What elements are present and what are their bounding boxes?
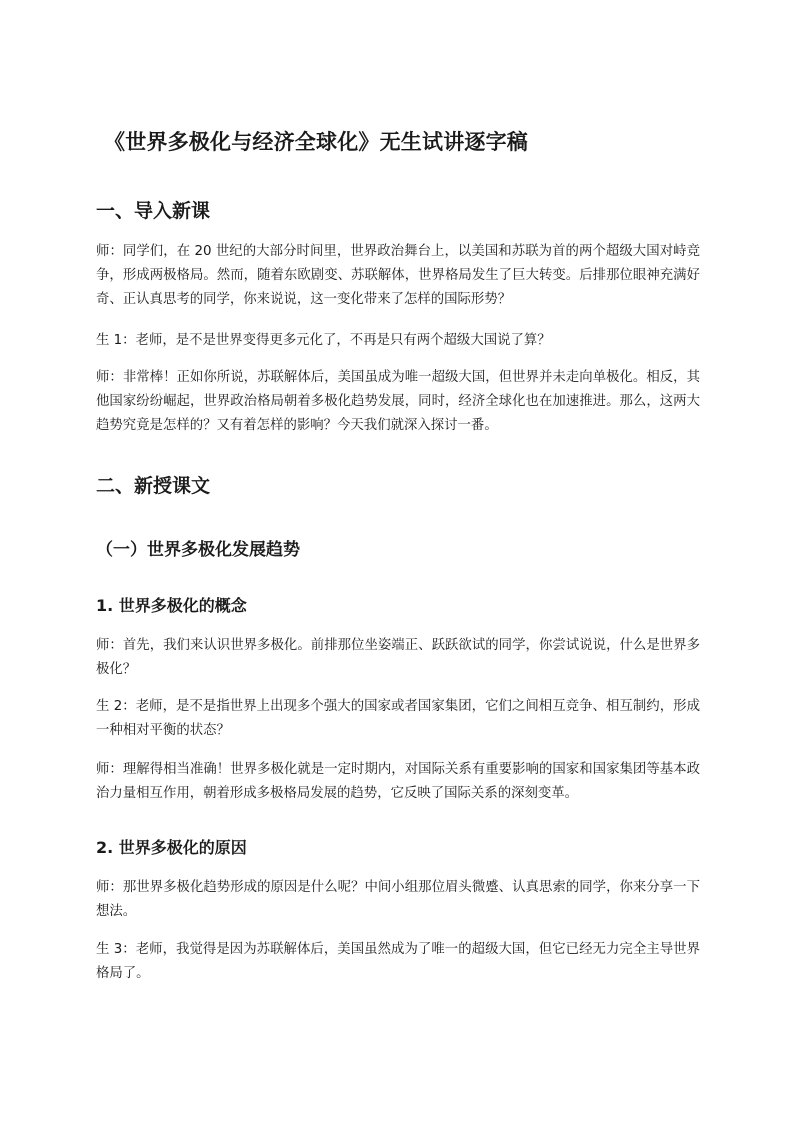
paragraph-teacher-definition: 师：理解得相当准确！世界多极化就是一定时期内，对国际关系有重要影响的国家和国家集团等基本政治力量相互作用，朝着形成多极格局发展的趋势，它反映了国际关系的深刻变革。: [96, 762, 700, 801]
paragraph-teacher-causes: 师：那世界多极化趋势形成的原因是什么呢？中间小组那位眉头微蹙、认真思索的同学，你来分享一下想法。: [96, 880, 700, 919]
paragraph-student-1: 生 1：老师，是不是世界变得更多元化了，不再是只有两个超级大国说了算？: [96, 333, 551, 348]
document-title: 《世界多极化与经济全球化》无生试讲逐字稿: [104, 130, 528, 154]
paragraph-student-3: 生 3：老师，我觉得是因为苏联解体后，美国虽然成为了唯一的超级大国，但它已经无力完全主导世界格局了。: [96, 942, 700, 981]
part-heading-causes: 2. 世界多极化的原因: [96, 838, 247, 857]
paragraph-teacher-intro: 师：同学们，在 20 世纪的大部分时间里，世界政治舞台上，以美国和苏联为首的两个超级大国对峙竞争，形成两极格局。然而，随着东欧剧变、苏联解体，世界格局发生了巨大转变。后排那位眼神充满好奇、正认真思考的同学，你来说说，这一变化带来了怎样的国际形势？: [96, 244, 700, 307]
section-heading-new-lesson: 二、新授课文: [96, 475, 211, 497]
paragraph-teacher-concept: 师：首先，我们来认识世界多极化。前排那位坐姿端正、跃跃欲试的同学，你尝试说说，什么是世界多极化？: [96, 638, 700, 677]
paragraph-student-2: 生 2：老师，是不是指世界上出现多个强大的国家或者国家集团，它们之间相互竞争、相互制约，形成一种相对平衡的状态？: [96, 699, 700, 738]
paragraph-teacher-response-1: 师：非常棒！正如你所说，苏联解体后，美国虽成为唯一超级大国，但世界并未走向单极化。相反，其他国家纷纷崛起，世界政治格局朝着多极化趋势发展，同时，经济全球化也在加速推进。那么，这两大趋势究竟是怎样的？又有着怎样的影响？今天我们就深入探讨一番。: [96, 370, 700, 433]
subsection-heading-multipolarity: （一）世界多极化发展趋势: [96, 540, 300, 560]
part-heading-concept: 1. 世界多极化的概念: [96, 596, 247, 615]
section-heading-intro: 一、导入新课: [96, 200, 211, 222]
